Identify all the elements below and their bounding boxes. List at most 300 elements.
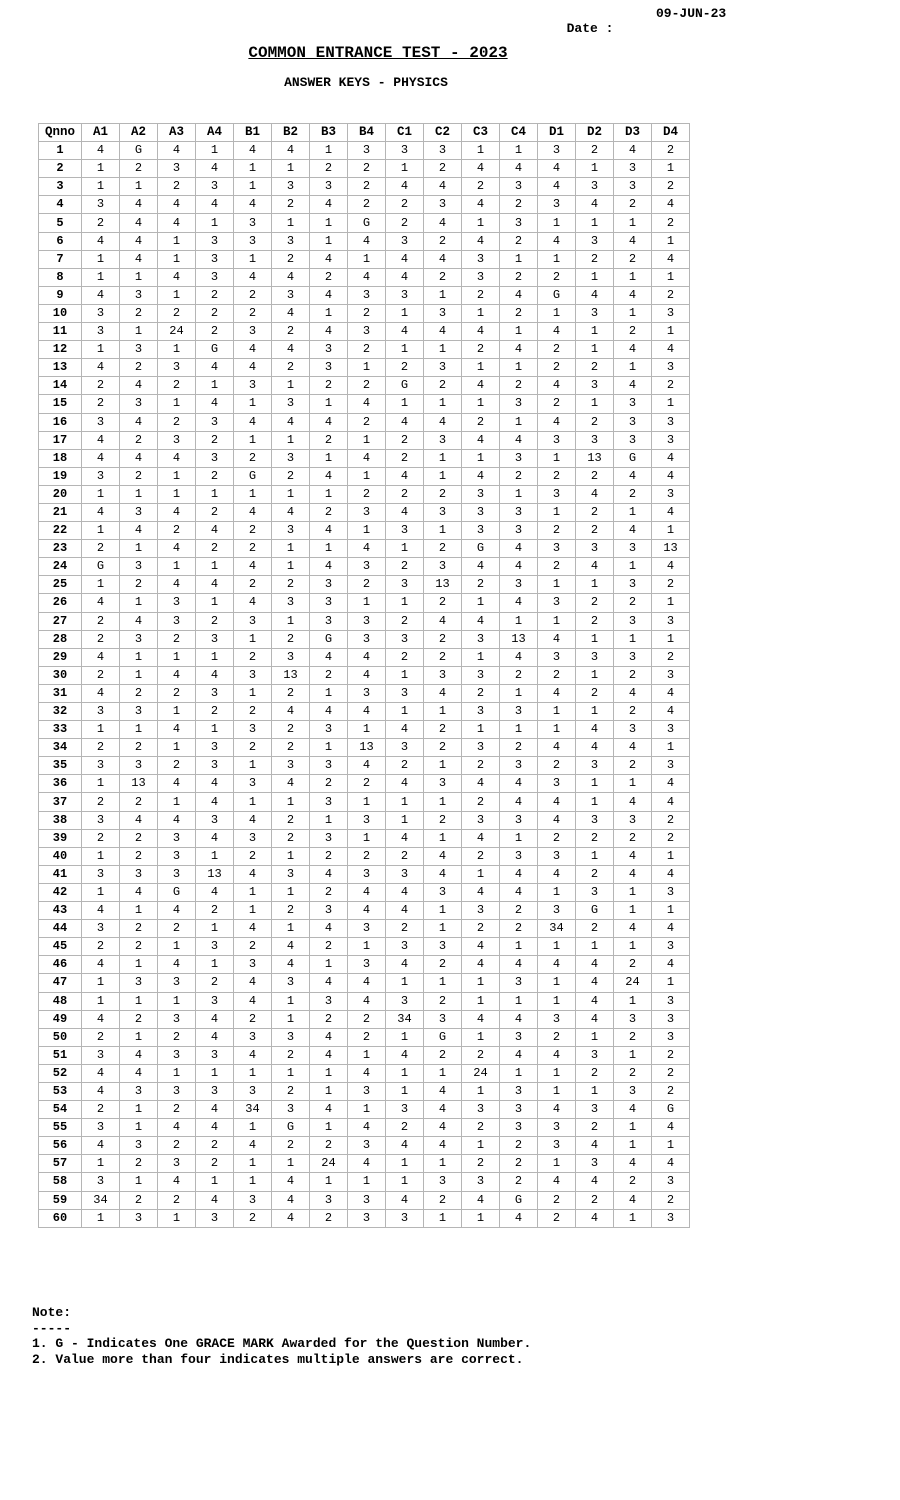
answer-cell: 3	[158, 1010, 196, 1028]
question-number-cell: 14	[39, 377, 82, 395]
answer-cell: 4	[82, 449, 120, 467]
answer-cell: 2	[310, 883, 348, 901]
answer-cell: 1	[196, 558, 234, 576]
answer-cell: 4	[652, 250, 690, 268]
answer-cell: 4	[614, 341, 652, 359]
answer-cell: 4	[424, 413, 462, 431]
answer-cell: 4	[158, 540, 196, 558]
answer-cell: 3	[576, 431, 614, 449]
answer-cell: 4	[120, 214, 158, 232]
column-header-b1: B1	[234, 124, 272, 142]
answer-cell: 3	[234, 721, 272, 739]
table-row	[39, 920, 690, 938]
answer-cell: 4	[158, 503, 196, 521]
answer-cell: 2	[652, 1046, 690, 1064]
answer-cell: 3	[424, 1010, 462, 1028]
table-row	[39, 1209, 690, 1227]
answer-cell: 2	[196, 1137, 234, 1155]
answer-cell: 2	[234, 522, 272, 540]
table-row	[39, 811, 690, 829]
answer-cell: 4	[310, 196, 348, 214]
answer-cell: 4	[82, 359, 120, 377]
answer-cell: 4	[614, 793, 652, 811]
answer-cell: 2	[424, 1046, 462, 1064]
answer-cell: 1	[614, 268, 652, 286]
table-row	[39, 1046, 690, 1064]
answer-cell: 1	[462, 1028, 500, 1046]
answer-cell: 1	[310, 449, 348, 467]
answer-cell: 4	[120, 1046, 158, 1064]
question-number-cell: 34	[39, 739, 82, 757]
answer-cell: 2	[310, 938, 348, 956]
answer-cell: 2	[348, 377, 386, 395]
answer-cell: 1	[614, 1119, 652, 1137]
answer-cell: 3	[462, 250, 500, 268]
answer-cell: 2	[538, 666, 576, 684]
answer-cell: 3	[386, 992, 424, 1010]
table-row	[39, 503, 690, 521]
answer-cell: 1	[576, 395, 614, 413]
answer-cell: 3	[500, 1119, 538, 1137]
answer-cell: 1	[538, 214, 576, 232]
answer-cell: 4	[614, 522, 652, 540]
answer-cell: 1	[272, 612, 310, 630]
answer-cell: 3	[576, 232, 614, 250]
question-number-cell: 29	[39, 648, 82, 666]
answer-cell: 4	[652, 1119, 690, 1137]
answer-cell: 3	[196, 413, 234, 431]
answer-cell: 4	[348, 268, 386, 286]
question-number-cell: 8	[39, 268, 82, 286]
note-section	[32, 1305, 531, 1367]
answer-cell: 3	[310, 793, 348, 811]
answer-cell: 2	[386, 847, 424, 865]
answer-cell: 1	[652, 232, 690, 250]
answer-cell: 1	[196, 1173, 234, 1191]
page-title: COMMON ENTRANCE TEST - 2023	[248, 44, 508, 62]
answer-cell: 4	[348, 666, 386, 684]
answer-cell: 3	[386, 232, 424, 250]
answer-cell: 1	[500, 684, 538, 702]
answer-cell: 4	[614, 865, 652, 883]
table-row	[39, 540, 690, 558]
answer-cell: 4	[234, 196, 272, 214]
table-row	[39, 1191, 690, 1209]
answer-cell: 1	[82, 522, 120, 540]
answer-cell: 2	[196, 902, 234, 920]
answer-cell: 1	[196, 485, 234, 503]
answer-cell: 4	[82, 956, 120, 974]
question-number-cell: 31	[39, 684, 82, 702]
answer-cell: 2	[348, 341, 386, 359]
answer-cell: 2	[424, 232, 462, 250]
answer-cell: 2	[538, 1191, 576, 1209]
answer-cell: 3	[652, 485, 690, 503]
answer-cell: 1	[82, 178, 120, 196]
answer-cell: 1	[462, 1209, 500, 1227]
answer-cell: 3	[158, 359, 196, 377]
answer-cell: 3	[120, 1082, 158, 1100]
answer-cell: 3	[120, 1209, 158, 1227]
answer-cell: 2	[82, 1101, 120, 1119]
answer-cell: 3	[386, 1209, 424, 1227]
note-rule: -----	[32, 1320, 72, 1336]
answer-cell: 2	[348, 304, 386, 322]
answer-cell: 2	[158, 1191, 196, 1209]
question-number-cell: 17	[39, 431, 82, 449]
answer-cell: 4	[310, 703, 348, 721]
answer-cell: 4	[82, 1137, 120, 1155]
answer-cell: 4	[462, 829, 500, 847]
answer-cell: 1	[386, 1064, 424, 1082]
answer-cell: 1	[310, 1082, 348, 1100]
answer-cell: 4	[500, 793, 538, 811]
answer-cell: 4	[652, 920, 690, 938]
answer-cell: 2	[462, 1119, 500, 1137]
answer-cell: 1	[500, 323, 538, 341]
answer-cell: 1	[462, 304, 500, 322]
answer-cell: 1	[386, 666, 424, 684]
answer-cell: 34	[538, 920, 576, 938]
answer-cell: 24	[158, 323, 196, 341]
question-number-cell: 48	[39, 992, 82, 1010]
answer-cell: 4	[424, 323, 462, 341]
answer-keys-table	[38, 123, 690, 1228]
answer-cell: G	[500, 1191, 538, 1209]
answer-cell: 3	[272, 178, 310, 196]
question-number-cell: 45	[39, 938, 82, 956]
answer-cell: 1	[538, 503, 576, 521]
answer-cell: 1	[462, 214, 500, 232]
answer-cell: 4	[348, 1119, 386, 1137]
answer-cell: 1	[234, 1155, 272, 1173]
answer-cell: 2	[120, 431, 158, 449]
answer-cell: 4	[234, 992, 272, 1010]
answer-cell: 3	[462, 902, 500, 920]
answer-cell: 3	[234, 666, 272, 684]
answer-cell: 3	[538, 1137, 576, 1155]
question-number-cell: 39	[39, 829, 82, 847]
answer-cell: 1	[272, 847, 310, 865]
answer-cell: 2	[234, 739, 272, 757]
answer-cell: G	[424, 1028, 462, 1046]
answer-cell: 1	[272, 1064, 310, 1082]
answer-cell: 1	[158, 992, 196, 1010]
answer-cell: 3	[424, 558, 462, 576]
answer-cell: 3	[272, 757, 310, 775]
answer-cell: 1	[576, 630, 614, 648]
answer-cell: 4	[500, 1010, 538, 1028]
answer-cell: 3	[234, 323, 272, 341]
answer-cell: 3	[424, 503, 462, 521]
answer-cell: 1	[234, 1173, 272, 1191]
answer-cell: 3	[120, 757, 158, 775]
answer-cell: 1	[120, 1173, 158, 1191]
answer-cell: 3	[538, 847, 576, 865]
answer-cell: 1	[614, 883, 652, 901]
answer-cell: 4	[424, 1101, 462, 1119]
answer-cell: 2	[576, 612, 614, 630]
answer-cell: 2	[614, 956, 652, 974]
answer-cell: 4	[576, 1173, 614, 1191]
answer-cell: 4	[386, 250, 424, 268]
answer-cell: 2	[120, 467, 158, 485]
answer-cell: 2	[424, 648, 462, 666]
answer-cell: 4	[120, 612, 158, 630]
answer-cell: 2	[310, 1209, 348, 1227]
answer-cell: 1	[272, 160, 310, 178]
answer-cell: 3	[272, 286, 310, 304]
answer-cell: 4	[120, 250, 158, 268]
answer-cell: 2	[614, 323, 652, 341]
answer-cell: 4	[462, 196, 500, 214]
table-row	[39, 576, 690, 594]
answer-cell: 3	[462, 739, 500, 757]
answer-cell: 1	[500, 612, 538, 630]
answer-cell: 2	[120, 359, 158, 377]
answer-cell: 1	[386, 793, 424, 811]
answer-cell: 13	[500, 630, 538, 648]
answer-cell: 1	[424, 395, 462, 413]
answer-cell: 3	[424, 775, 462, 793]
table-row	[39, 883, 690, 901]
answer-cell: 2	[462, 684, 500, 702]
answer-cell: 2	[500, 920, 538, 938]
note-line-2: 2. Value more than four indicates multiple answers are correct.	[32, 1351, 524, 1367]
answer-cell: 4	[158, 449, 196, 467]
answer-cell: 2	[500, 268, 538, 286]
question-number-cell: 59	[39, 1191, 82, 1209]
answer-cell: 3	[576, 811, 614, 829]
question-number-cell: 16	[39, 413, 82, 431]
column-header-b4: B4	[348, 124, 386, 142]
answer-cell: 2	[462, 757, 500, 775]
answer-cell: 1	[538, 1155, 576, 1173]
answer-cell: 2	[310, 431, 348, 449]
answer-cell: 2	[386, 757, 424, 775]
answer-cell: 1	[120, 1101, 158, 1119]
answer-cell: 3	[196, 250, 234, 268]
answer-cell: 3	[82, 1173, 120, 1191]
answer-cell: 1	[120, 992, 158, 1010]
answer-cell: 3	[462, 485, 500, 503]
answer-cell: 3	[576, 304, 614, 322]
answer-cell: 4	[652, 865, 690, 883]
answer-cell: 4	[538, 630, 576, 648]
answer-cell: 1	[652, 1137, 690, 1155]
answer-cell: 4	[614, 739, 652, 757]
answer-cell: 4	[538, 232, 576, 250]
answer-cell: 4	[120, 196, 158, 214]
answer-cell: 4	[196, 359, 234, 377]
answer-cell: 4	[348, 974, 386, 992]
answer-cell: 2	[120, 938, 158, 956]
table-row	[39, 413, 690, 431]
column-header-c3: C3	[462, 124, 500, 142]
answer-cell: 1	[120, 178, 158, 196]
answer-cell: 1	[424, 449, 462, 467]
answer-cell: 1	[614, 630, 652, 648]
answer-cell: 1	[310, 232, 348, 250]
page-subtitle: ANSWER KEYS - PHYSICS	[284, 75, 448, 90]
table-row	[39, 232, 690, 250]
answer-cell: 1	[500, 938, 538, 956]
answer-cell: 4	[234, 811, 272, 829]
answer-cell: 2	[82, 793, 120, 811]
answer-cell: 4	[424, 178, 462, 196]
answer-cell: 3	[196, 1209, 234, 1227]
answer-cell: 4	[538, 160, 576, 178]
question-number-cell: 50	[39, 1028, 82, 1046]
answer-cell: 3	[386, 1101, 424, 1119]
answer-cell: 2	[500, 1137, 538, 1155]
answer-cell: 1	[652, 630, 690, 648]
answer-cell: 3	[614, 160, 652, 178]
answer-cell: 2	[120, 920, 158, 938]
answer-cell: 3	[310, 721, 348, 739]
answer-cell: 2	[538, 829, 576, 847]
answer-cell: 3	[158, 612, 196, 630]
table-row	[39, 359, 690, 377]
answer-cell: 1	[462, 974, 500, 992]
answer-cell: 1	[614, 1209, 652, 1227]
answer-cell: 4	[196, 666, 234, 684]
table-row	[39, 847, 690, 865]
answer-cell: 1	[82, 992, 120, 1010]
answer-cell: 1	[234, 793, 272, 811]
answer-cell: 1	[424, 522, 462, 540]
question-number-cell: 56	[39, 1137, 82, 1155]
question-number-cell: 40	[39, 847, 82, 865]
answer-cell: 1	[652, 268, 690, 286]
answer-cell: 3	[652, 413, 690, 431]
question-number-cell: 53	[39, 1082, 82, 1100]
answer-cell: 2	[424, 739, 462, 757]
answer-cell: 2	[614, 196, 652, 214]
answer-cell: 4	[500, 865, 538, 883]
answer-cell: 2	[424, 721, 462, 739]
answer-cell: 2	[348, 413, 386, 431]
answer-cell: 2	[500, 902, 538, 920]
answer-cell: 4	[614, 847, 652, 865]
answer-cell: 1	[386, 341, 424, 359]
answer-cell: 2	[424, 268, 462, 286]
answer-cell: 1	[538, 703, 576, 721]
answer-cell: 3	[82, 1046, 120, 1064]
table-row	[39, 721, 690, 739]
answer-cell: 2	[462, 576, 500, 594]
answer-cell: 2	[576, 920, 614, 938]
answer-cell: 4	[500, 558, 538, 576]
answer-cell: 2	[538, 522, 576, 540]
table-row	[39, 684, 690, 702]
answer-cell: 1	[196, 721, 234, 739]
table-row	[39, 974, 690, 992]
answer-cell: 4	[158, 775, 196, 793]
table-row	[39, 739, 690, 757]
answer-cell: 3	[158, 847, 196, 865]
answer-cell: 2	[196, 323, 234, 341]
answer-cell: 4	[158, 956, 196, 974]
answer-cell: 1	[462, 142, 500, 160]
answer-cell: 1	[424, 286, 462, 304]
answer-cell: 2	[652, 178, 690, 196]
answer-cell: 2	[614, 666, 652, 684]
answer-cell: 2	[462, 847, 500, 865]
answer-cell: 4	[538, 684, 576, 702]
answer-cell: 4	[424, 1137, 462, 1155]
answer-cell: 3	[82, 703, 120, 721]
question-number-cell: 49	[39, 1010, 82, 1028]
answer-cell: 4	[82, 503, 120, 521]
answer-cell: 1	[538, 304, 576, 322]
answer-cell: 3	[652, 721, 690, 739]
answer-cell: 1	[310, 142, 348, 160]
answer-cell: 3	[614, 413, 652, 431]
answer-cell: 1	[538, 612, 576, 630]
answer-cell: 4	[500, 1046, 538, 1064]
answer-cell: 4	[386, 902, 424, 920]
answer-cell: 2	[614, 1173, 652, 1191]
answer-cell: 4	[386, 178, 424, 196]
answer-cell: 4	[500, 341, 538, 359]
answer-cell: 1	[576, 160, 614, 178]
answer-cell: 3	[348, 811, 386, 829]
answer-cell: 4	[348, 703, 386, 721]
answer-cell: 3	[82, 1119, 120, 1137]
answer-cell: 1	[196, 920, 234, 938]
answer-cell: 4	[424, 865, 462, 883]
date-value: 09-JUN-23	[656, 6, 727, 21]
answer-cell: 2	[538, 395, 576, 413]
answer-cell: 3	[500, 395, 538, 413]
answer-cell: 2	[196, 503, 234, 521]
answer-cell: 4	[614, 920, 652, 938]
answer-cell: 1	[424, 757, 462, 775]
answer-cell: 4	[348, 1064, 386, 1082]
answer-cell: 4	[82, 286, 120, 304]
answer-cell: 1	[462, 594, 500, 612]
answer-cell: 4	[576, 739, 614, 757]
answer-cell: 3	[462, 630, 500, 648]
answer-cell: 1	[348, 431, 386, 449]
answer-cell: 1	[120, 956, 158, 974]
answer-cell: 1	[538, 250, 576, 268]
answer-cell: 3	[196, 449, 234, 467]
answer-cell: 2	[576, 1119, 614, 1137]
answer-cell: 4	[386, 775, 424, 793]
answer-cell: 1	[272, 377, 310, 395]
answer-cell: 3	[500, 974, 538, 992]
answer-cell: 1	[82, 268, 120, 286]
answer-cell: 13	[196, 865, 234, 883]
answer-cell: 2	[424, 594, 462, 612]
answer-cell: 3	[538, 431, 576, 449]
answer-cell: 3	[158, 431, 196, 449]
answer-cell: 2	[652, 1064, 690, 1082]
answer-cell: 4	[158, 721, 196, 739]
table-row	[39, 341, 690, 359]
answer-cell: 3	[386, 522, 424, 540]
answer-cell: 1	[196, 1064, 234, 1082]
answer-cell: 3	[500, 503, 538, 521]
table-row	[39, 431, 690, 449]
answer-cell: 4	[386, 1191, 424, 1209]
answer-cell: 24	[462, 1064, 500, 1082]
answer-cell: 2	[272, 250, 310, 268]
question-number-cell: 52	[39, 1064, 82, 1082]
answer-cell: 1	[424, 703, 462, 721]
